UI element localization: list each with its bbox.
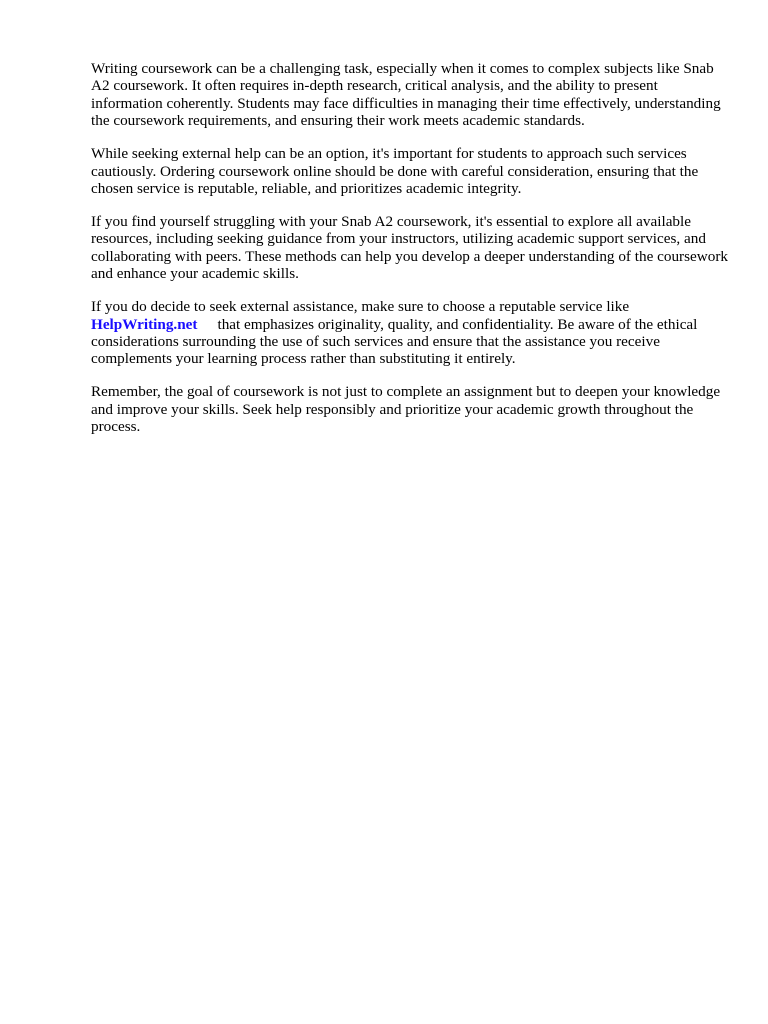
document-page xyxy=(91,60,731,451)
paragraph-external-assistance-lead: If you do decide to seek external assistance, make sure to choose a reputable service like xyxy=(91,298,630,316)
paragraph-external-assistance-rest: that emphasizes originality, quality, and confidentiality. Be aware of the ethical considerations surrounding the use of such services and ensure that the assistance you receive complements your learning process rather than substituting it entirely. xyxy=(91,315,698,368)
paragraph-conclusion: Remember, the goal of coursework is not just to complete an assignment but to deepen your knowledge and improve your skills. Seek help responsibly and prioritize your academic growth throughout the process. xyxy=(91,383,721,436)
paragraph-caution: While seeking external help can be an option, it's important for students to approach such services cautiously. Ordering coursework online should be done with careful consideration, ensuring that the chosen service is reputable, reliable, and prioritizes academic integrity. xyxy=(91,145,699,198)
paragraph-external-assistance xyxy=(91,298,731,368)
paragraph-intro: Writing coursework can be a challenging task, especially when it comes to complex subjects like Snab A2 coursework. It often requires in-depth research, critical analysis, and the ability to present information coherently. Students may face difficulties in managing their time effectively, understanding the coursework requirements, and ensuring their work meets academic standards. xyxy=(91,60,721,130)
paragraph-resources: If you find yourself struggling with your Snab A2 coursework, it's essential to explore all available resources, including seeking guidance from your instructors, utilizing academic support services, and collaborating with peers. These methods can help you develop a deeper understanding of the coursework and enhance your academic skills. xyxy=(91,213,728,283)
helpwriting-link[interactable]: HelpWriting.net xyxy=(91,315,198,333)
